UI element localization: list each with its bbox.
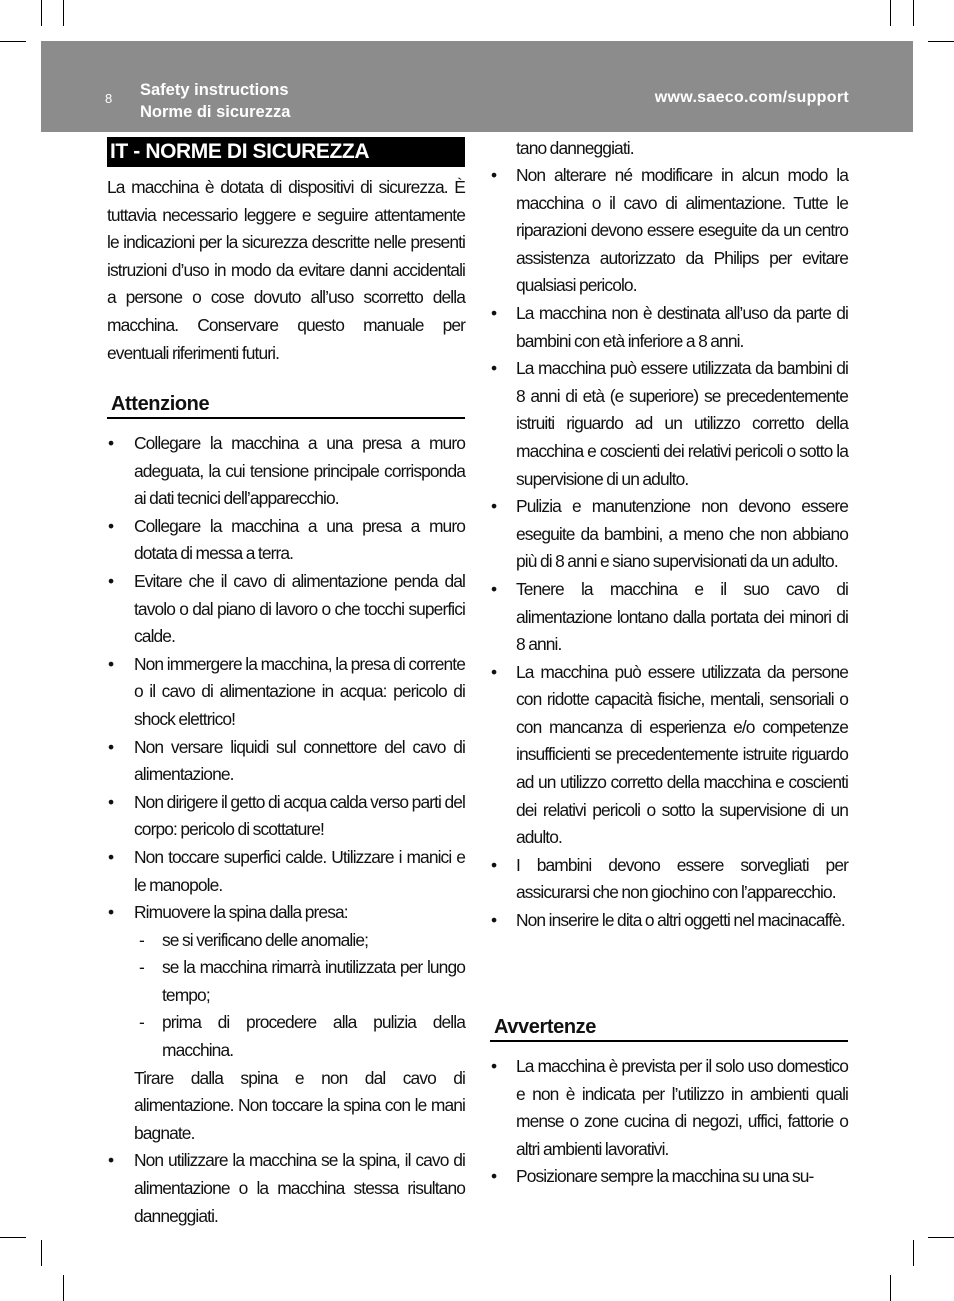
list-item: • La macchina non è destinata all’uso da parte di bambini con età inferiore a 8 anni. bbox=[490, 300, 848, 355]
page-header bbox=[41, 41, 913, 132]
list-item: • Non immergere la macchina, la presa di corrente o il cavo di alimentazione in acqua: pericolo di shock elettrico! bbox=[107, 651, 465, 734]
header-title bbox=[140, 79, 290, 123]
list-item: • Non utilizzare la macchina se la spina, il cavo di alimentazione o la macchina stessa risultano danneggiati. bbox=[107, 1147, 465, 1230]
list-item: • Non inserire le dita o altri oggetti nel macinacaffè. bbox=[490, 907, 848, 935]
list-item: • Non toccare superfici calde. Utilizzare i manici e le manopole. bbox=[107, 844, 465, 899]
crop-mark bbox=[928, 41, 954, 42]
list-item-rimuovere bbox=[107, 899, 465, 1147]
crop-mark bbox=[63, 1275, 64, 1301]
rimuovere-note: Tirare dalla spina e non dal cavo di alimentazione. Non toccare la spina con le mani bagnate. bbox=[134, 1067, 465, 1143]
rimuovere-text: Rimuovere la spina dalla presa: bbox=[134, 902, 348, 923]
crop-mark bbox=[913, 0, 914, 26]
sub-list-item: - se la macchina rimarrà inutilizzata per lungo tempo; bbox=[134, 954, 465, 1009]
list-item: • La macchina può essere utilizzata da bambini di 8 anni di età (e superiore) se precedentemente istruiti riguardo ad un utilizzo corretto della macchina e coscienti dei relativi pericoli o sotto la supervisione di un adulto. bbox=[490, 355, 848, 493]
list-item: • Evitare che il cavo di alimentazione penda dal tavolo o dal piano di lavoro o che tocchi superfici calde. bbox=[107, 568, 465, 651]
list-item: • Collegare la macchina a una presa a muro dotata di messa a terra. bbox=[107, 513, 465, 568]
crop-mark bbox=[890, 1275, 891, 1301]
rimuovere-sublist bbox=[134, 927, 465, 1065]
header-title-it: Norme di sicurezza bbox=[140, 103, 291, 121]
list-item: • Non dirigere il getto di acqua calda verso parti del corpo: pericolo di scottature! bbox=[107, 789, 465, 844]
crop-mark bbox=[63, 0, 64, 26]
avvertenze-list bbox=[490, 1053, 848, 1191]
crop-mark bbox=[890, 0, 891, 26]
crop-mark bbox=[41, 1240, 42, 1266]
crop-mark bbox=[0, 1237, 26, 1238]
main-heading: IT - NORME DI SICUREZZA bbox=[107, 137, 465, 167]
crop-mark bbox=[928, 1237, 954, 1238]
continuation-text: tano danneggiati. bbox=[516, 138, 634, 158]
list-item: • I bambini devono essere sorvegliati per assicurarsi che non giochino con l’apparecchio. bbox=[490, 852, 848, 907]
attenzione-list bbox=[107, 430, 465, 1230]
list-item: • Non versare liquidi sul connettore del cavo di alimentazione. bbox=[107, 734, 465, 789]
list-item: • La macchina è prevista per il solo uso domestico e non è indicata per l’utilizzo in ambienti quali mense o zone cucina di negozi, uffici, fattorie o altri ambienti lavorativi. bbox=[490, 1053, 848, 1163]
intro-paragraph: La macchina è dotata di dispositivi di sicurezza. È tuttavia necessario leggere e seguire attentamente le indicazioni per la sicurezza descritte nelle presenti istruzioni d’uso in modo da evitare danni accidentali a persone o cose dovuto all’uso scorretto della macchina. Conservare questo manuale per eventuali riferimenti futuri. bbox=[107, 177, 465, 363]
header-title-en: Safety instructions bbox=[140, 81, 289, 99]
list-item: • Posizionare sempre la macchina su una su- bbox=[490, 1163, 848, 1191]
crop-mark bbox=[913, 1240, 914, 1266]
crop-mark bbox=[41, 0, 42, 26]
right-list bbox=[490, 162, 848, 935]
page-number: 8 bbox=[105, 91, 113, 106]
sub-list-item: - prima di procedere alla pulizia della macchina. bbox=[134, 1009, 465, 1064]
list-item: • Pulizia e manutenzione non devono essere eseguite da bambini, a meno che non abbiano più di 8 anni e siano supervisionati da un adulto. bbox=[490, 493, 848, 576]
list-item: • Collegare la macchina a una presa a muro adeguata, la cui tensione principale corrisponda ai dati tecnici dell’apparecchio. bbox=[107, 430, 465, 513]
support-url[interactable]: www.saeco.com/support bbox=[654, 89, 849, 106]
attenzione-heading: Attenzione bbox=[107, 391, 465, 419]
list-item: • La macchina può essere utilizzata da persone con ridotte capacità fisiche, mentali, sensoriali o con mancanza di esperienza e/o competenze insufficienti se precedentemente istruite riguardo ad un utilizzo corretto della macchina e coscienti dei relativi pericoli o sotto la supervisione di un adulto. bbox=[490, 659, 848, 852]
list-item: • Non alterare né modificare in alcun modo la macchina o il cavo di alimentazione. Tutte le riparazioni devono essere eseguite da un centro assistenza autorizzato da Philips per evitare qualsiasi pericolo. bbox=[490, 162, 848, 300]
avvertenze-heading: Avvertenze bbox=[490, 1014, 848, 1042]
crop-mark bbox=[0, 41, 26, 42]
sub-list-item: - se si verificano delle anomalie; bbox=[134, 927, 465, 955]
list-item: • Tenere la macchina e il suo cavo di alimentazione lontano dalla portata dei minori di 8 anni. bbox=[490, 576, 848, 659]
